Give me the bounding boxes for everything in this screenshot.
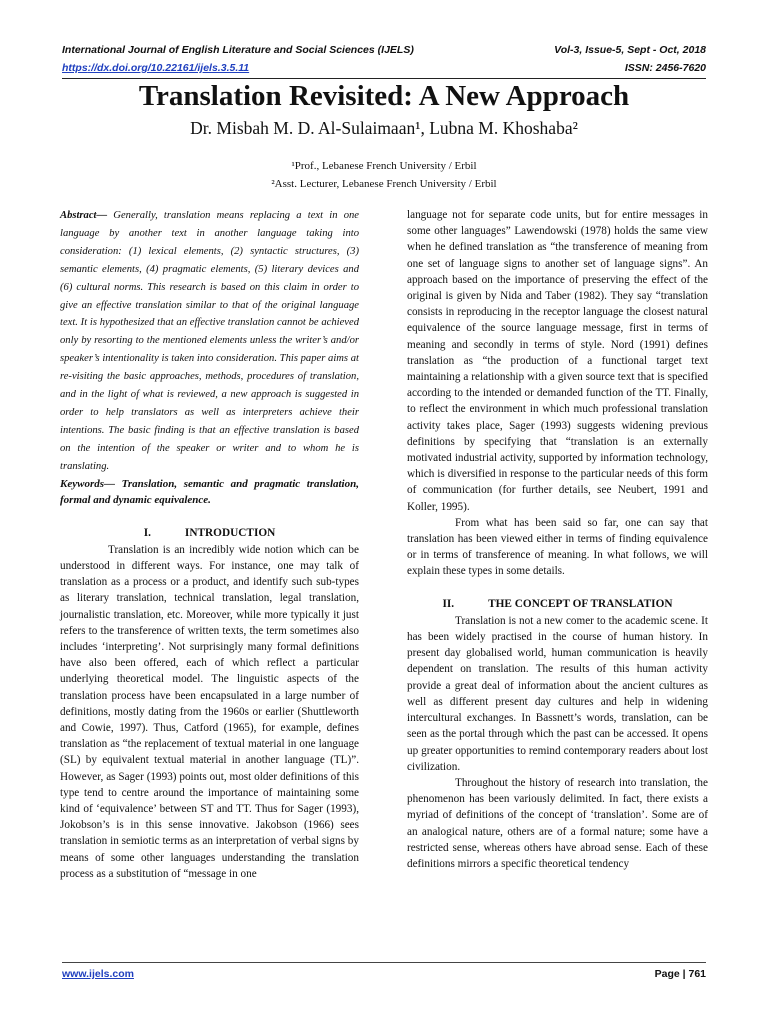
section-heading-introduction — [60, 525, 359, 541]
section-title: THE CONCEPT OF TRANSLATION — [488, 597, 673, 610]
section-number: II. — [442, 597, 455, 610]
paper-authors: Dr. Misbah M. D. Al-Sulaimaan¹, Lubna M. Khoshaba² — [190, 118, 578, 138]
abstract-text: Generally, translation means replacing a text in one language by another text in another language taking into consideration: (1) lexical elements, (2) syntactic structures, (3) semantic elements, (4) pragmatic elements, (5) literary devices and (6) cultural norms. This research is based on this claim in order to give an effective translation similar to that of the original language text. It is hypothesized that an effective translation cannot be achieved only by resorting to the mentioned elements unless the writer’s and/or speaker’s intentionality is taken into consideration. This paper aims at re-visiting the basic approaches, methods, procedures of translation, and in the light of what is reviewed, a new approach is suggested in order to help translators as well as interpreters achieve their intentions. The basic finding is that an effective translation is based on the intention of the speaker or writer and to whom he is translating. — [60, 210, 359, 472]
intro-paragraph-1-continued: language not for separate code units, but for entire messages in some other languages” Lawendowski (1978) holds the same view when he defined translation as “the transference of meaning from one set of language signs to another set of language signs”. An approach based on the importance of preserving the effect of the original is given by Nida and Taber (1982). They say “translation consists in reproducing in the receptor language the closest natural equivalence of the source language message, first in terms of meaning and secondly in terms of style. Nord (1991) defines translation as “the production of a functional target text maintaining a relationship with a given source text that is specified according to the intended or demanded function of the TT. Finally, to reflect the environment in which much professional translation activity takes place, Sager (1993) suggests widening previous definitions by specifying that “translation is an externally motivated industrial activity, supported by information technology, which is diversified in response to the particular needs of this form of communication (for further details, see Neubert, 1991 and Koller, 1995). — [407, 209, 708, 513]
footer-divider — [62, 962, 706, 963]
abstract-label: Abstract— — [60, 210, 108, 221]
journal-name: International Journal of English Literature and Social Sciences (IJELS) — [62, 44, 414, 56]
abstract — [60, 207, 359, 476]
section-number: I. — [143, 526, 151, 539]
affiliation-2: ²Asst. Lecturer, Lebanese French University / Erbil — [271, 178, 497, 190]
affiliation-1: ¹Prof., Lebanese French University / Erbil — [291, 160, 477, 172]
section-title: INTRODUCTION — [184, 526, 276, 539]
section-heading-concept — [407, 596, 708, 612]
paper-title: Translation Revisited: A New Approach — [138, 80, 630, 112]
doi-link[interactable] — [62, 62, 249, 74]
header-divider — [62, 78, 706, 79]
issn: ISSN: 2456-7620 — [624, 62, 706, 74]
journal-website-link[interactable]: www.ijels.com — [62, 968, 134, 980]
keywords: Keywords— Translation, semantic and pragmatic translation, formal and dynamic equivalence. — [60, 477, 359, 507]
concept-paragraph-2: Throughout the history of research into translation, the phenomenon has been variously delimited. In fact, there exists a myriad of definitions of the concept of ‘translation’. Some are of an analogical nature, others are of a formal nature; some have a restricted sense, whereas others have abroad sense. Each of these definitions mirrors a specific theoretical tendency — [407, 776, 708, 870]
concept-paragraph-1: Translation is not a new comer to the academic scene. It has been widely practised in the course of human history. In present day globalised world, human communication is heavily dependent on translation. The results of this human activity provide a great deal of information about the ancient cultures as well as different present day cultures and help in widening intercultural exchanges. In Bassnett’s words, translation, can be seen as the portal through which the past can be accessed. It opens up greater opportunities to remind contemporary readers about lost civilization. — [407, 614, 708, 773]
left-column — [60, 207, 359, 882]
right-column — [407, 207, 708, 872]
intro-paragraph-1: Translation is an incredibly wide notion which can be understood in different ways. For instance, one may talk of translation as a process or a product, and identify such sub-types as literary translation, technical translation, legal translation, journalistic translation, etc. Moreover, while more typically it just refers to the transference of written texts, the term sometimes also includes ‘interpreting’. Not surprisingly many formal definitions have also been offered, each of which reflect a particular underlying theoretical model. The linguistic aspects of the translation process have been encapsulated in a large number of definitions, mostly dating from the 1960s or earlier (Shuttleworth and Cowie, 1997). Thus, Catford (1965), for example, defines translation as “the replacement of textual material in one language (SL) by equivalent textual material in another language (TL)”. However, as Sager (1993) points out, most older definitions of this type tend to centre around the importance of maintaining some kind of ‘equivalence’ between ST and TT. Thus for Sager (1993), Jokobson’s is in this sense innovative. Jakobson (1966) sees translation in semiotic terms as an interpretation of verbal signs by means of some other languages understanding the translation process as a substitution of “message in one — [60, 543, 359, 880]
volume-info: Vol-3, Issue-5, Sept - Oct, 2018 — [554, 44, 706, 56]
page-number: Page | 761 — [654, 968, 706, 980]
doi-link-prefix[interactable]: https — [62, 62, 88, 74]
doi-link-rest[interactable]: ://dx.doi.org/10.22161/ijels.3.5.11 — [87, 62, 250, 74]
intro-paragraph-2: From what has been said so far, one can say that translation has been viewed either in terms of finding equivalence or in terms of transference of meaning. In what follows, we will explain these types in some details. — [407, 516, 708, 578]
